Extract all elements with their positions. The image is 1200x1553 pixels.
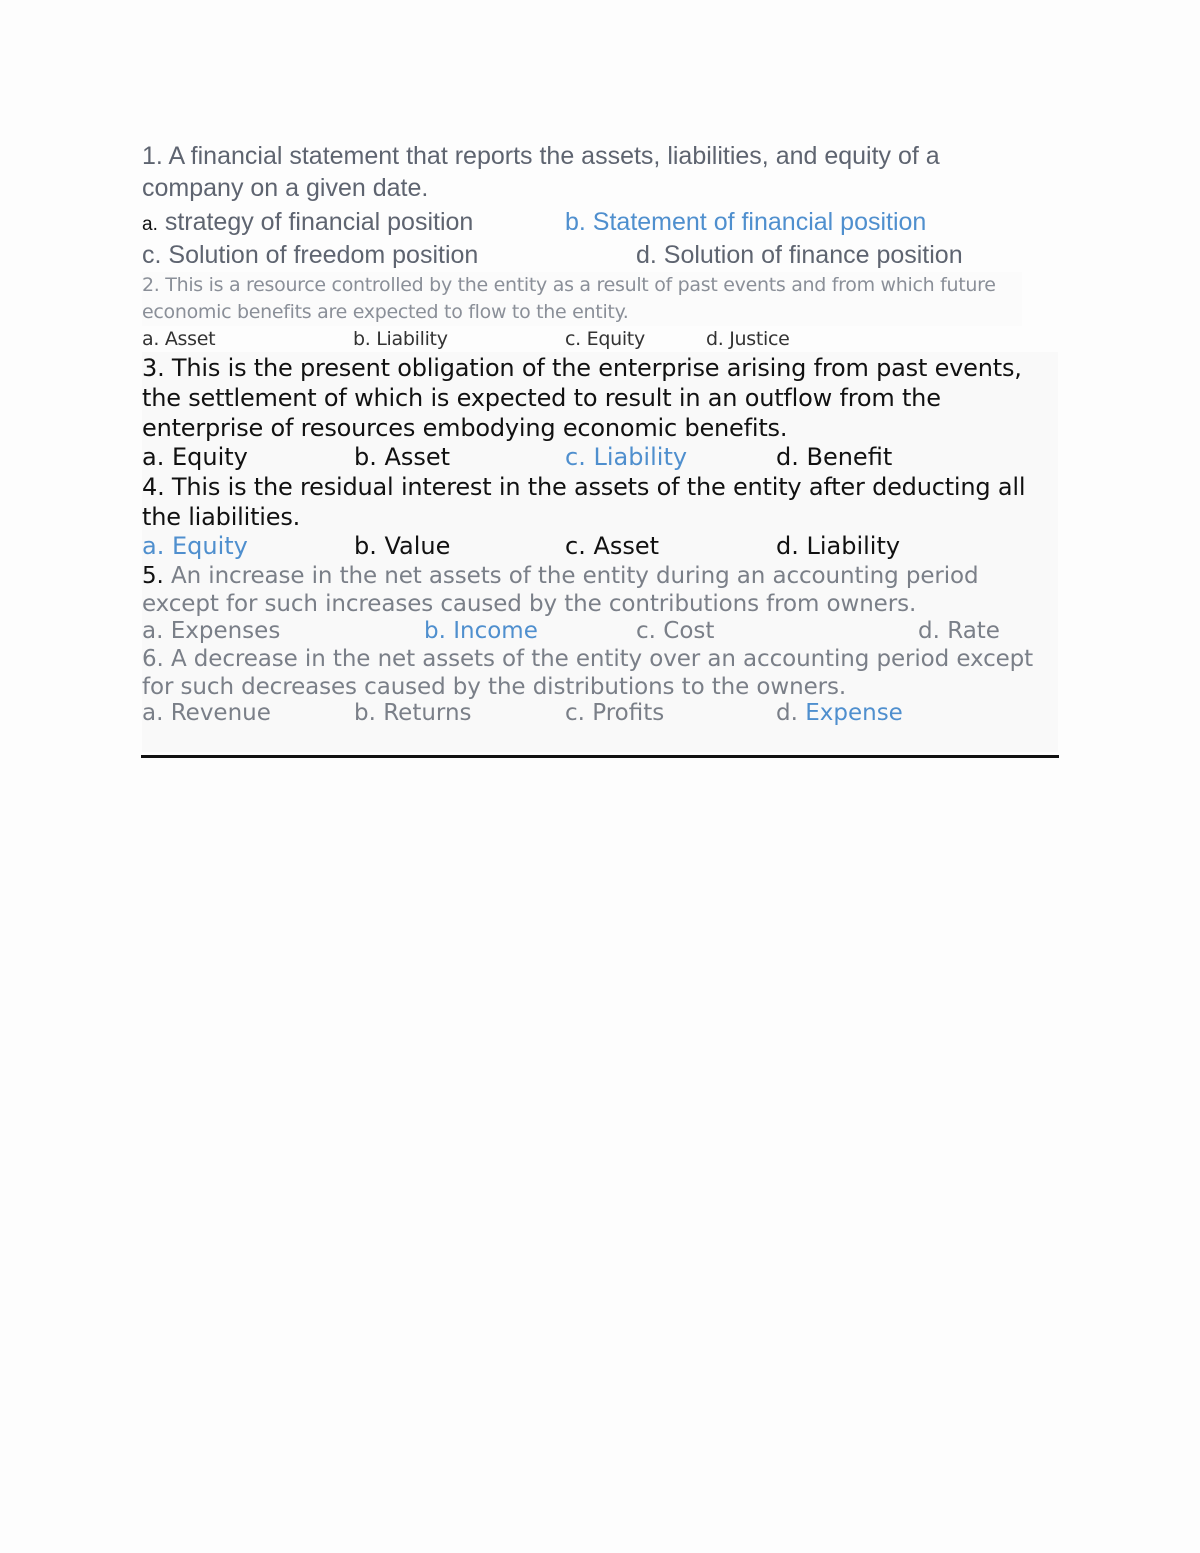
question-1 (142, 140, 1042, 204)
option-a-text: strategy of financial position (164, 208, 474, 236)
question-6-text: 6. A decrease in the net assets of the entity over an accounting period except for such decreases caused by the distributions to the owners. (142, 646, 1034, 700)
question-5-number: 5. (142, 563, 164, 589)
question-6-option-d (776, 699, 903, 727)
question-6-option-c: c. Profits (565, 700, 665, 726)
question-2-option-a: a. Asset (142, 328, 216, 350)
question-2-text: 2. This is a resource controlled by the entity as a result of past events and from which future economic benefits are expected to flow to the entity. (142, 272, 1022, 326)
question-6-option-a: a. Revenue (142, 700, 271, 726)
question-1-option-d: d. Solution of finance position (636, 241, 963, 269)
question-1-text: A financial statement that reports the assets, liabilities, and equity of a company on a given date. (142, 142, 940, 202)
horizontal-rule (141, 755, 1059, 758)
question-5-option-a: a. Expenses (142, 618, 281, 644)
question-5 (142, 562, 1042, 618)
question-4-option-d: d. Liability (776, 532, 901, 560)
question-1-option-a (142, 206, 473, 241)
question-4-option-c: c. Asset (565, 532, 660, 560)
question-2-option-c: c. Equity (565, 328, 645, 350)
question-2-option-d: d. Justice (706, 328, 790, 350)
question-1-option-c: c. Solution of freedom position (142, 241, 479, 269)
question-5-option-c: c. Cost (636, 618, 715, 644)
question-4-option-a: a. Equity (142, 532, 248, 560)
question-3-text: 3. This is the present obligation of the enterprise arising from past events, the settlement of which is expected to result in an outflow from the enterprise of resources embodying economic benefits. (142, 354, 1022, 442)
question-3-option-d: d. Benefit (776, 443, 893, 471)
question-4-option-b: b. Value (354, 532, 451, 560)
question-3-option-a: a. Equity (142, 443, 248, 471)
question-1-option-b: b. Statement of financial position (565, 208, 927, 236)
option-a-letter: a. (142, 214, 158, 235)
question-5-option-b: b. Income (424, 618, 538, 644)
question-1-number: 1. (142, 142, 163, 170)
question-5-text: An increase in the net assets of the entity during an accounting period except for such increases caused by the contributions from owners. (142, 563, 979, 617)
option-d-text: Expense (797, 700, 903, 726)
question-2-option-b: b. Liability (353, 328, 448, 350)
question-6-option-b: b. Returns (354, 700, 472, 726)
question-3-option-b: b. Asset (354, 443, 451, 471)
option-d-letter: d. (776, 700, 798, 726)
question-5-option-d: d. Rate (918, 618, 1000, 644)
question-3-option-c: c. Liability (565, 443, 688, 471)
question-4-text: 4. This is the residual interest in the assets of the entity after deducting all the liabilities. (142, 473, 1026, 531)
